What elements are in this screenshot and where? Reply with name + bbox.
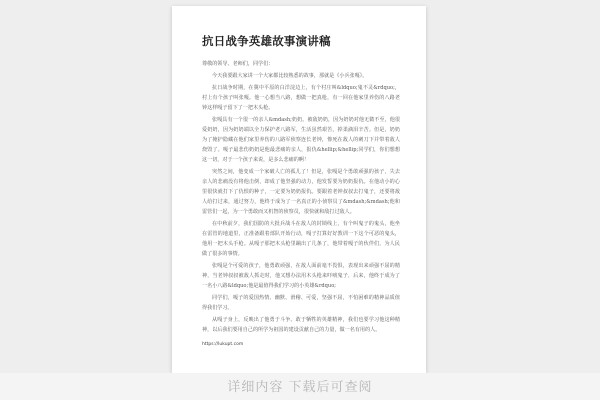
body-paragraph: 抗日战争时期，在冀中平原的白洋淀边上，有个村庄叫&ldquo;鬼不灵&rdquo;，村上有个孩子叫张嘎。他一心想当八路，想做一把真枪，有一回在他家里养伤的八路老钟这样嘎子留下了一把木头枪。 (202, 85, 400, 111)
body-paragraph: 张嘎具有一个很一的亲人&mdash;奶奶。被敌奶奶，因为奶奶对他无微不至，他很爱奶奶，因为奶奶端以全力保护老八路军，生活虽然艰苦，掉柔滴泪辛苦。但是，奶奶为了掩护隐藏在他们家里养伤的八路军侦察连长老钟，惨死在敌人的刺刀下并带着敌人烧毁了。嘎子最悲伤奶奶是他最悲痛的亲人，报仇&hellip;&hellip;同学们，你们想想这一切，对于一个孩子来说，是多么悲痛的啊！ (202, 117, 400, 163)
source-url: https://lukupt.com (202, 342, 244, 347)
document-page (172, 6, 426, 373)
body-paragraph: 在中秋前夕，我们国防的大批兵战斗在敌人的封锁线上，有个叫鬼子的鬼头，他坐在雷管的地道里，正准备跟着部队开始行动，嘎子打算好好教训一下这个可恶的鬼头，他用一把木头手枪。从嘎子那把木头枪里蹦出了几条了，他带着嘎子的伙伴们，为人民做了很多的事情。 (202, 221, 400, 257)
body-paragraph: 张嘎是个可爱的孩子，他勇敢顽强，在敌人面前毫不畏惧，表现出来顽强不屈的精神，当老钟叔叔被敌人抓走时，他又想办法用木头枪来吓唬鬼子，后来，他终于成为了一名小八路&ldquo;他是最值得我们学习的小英雄&rdquo; (202, 263, 400, 289)
body-paragraph: 从嘎子身上，反映出了他勇于斗争、敢于牺牲的英雄精神，我们也要学习他这种精神，以后我们要用自己的所学为祖国的建设贡献自己的力量，做一名有用的人。 (202, 317, 400, 333)
body-paragraph: 突然之间，他变成一个家破人亡的孤儿了！但是，张嘎是个勇敢顽强的孩子，失去亲人的悲痛没有将他击倒，却成了他坚强的动力，他发誓要为奶奶报仇。在他动小的心里很快就打下了仇恨的种子，一定要为奶奶报仇。要跟着老钟叔叔去打鬼子，还要将敌人给打过来，通过努力，他终于成为了一名真正的小侦察员了&mdash;&mdash;他和雷管们一起，为一个勇敢而又机智的侦察员，很快就和敌打过敌人。 (202, 169, 400, 215)
document-title: 抗日战争英雄故事演讲稿 (202, 34, 331, 48)
greeting-paragraph: 尊敬的领导、老师们，同学们： (202, 61, 274, 67)
body-paragraph: 今天我要跟大家讲一个大家都比较熟悉的故事，那就是《小兵张嘎》。 (212, 73, 368, 79)
body-paragraph: 同学们，嘎子的爱国热情、幽默、滑稽、可爱，坚强不屈，不怕困难的精神品质值得我们学习。 (202, 295, 400, 311)
download-hint[interactable]: 详细内容 下载后可查阅 (227, 380, 373, 395)
